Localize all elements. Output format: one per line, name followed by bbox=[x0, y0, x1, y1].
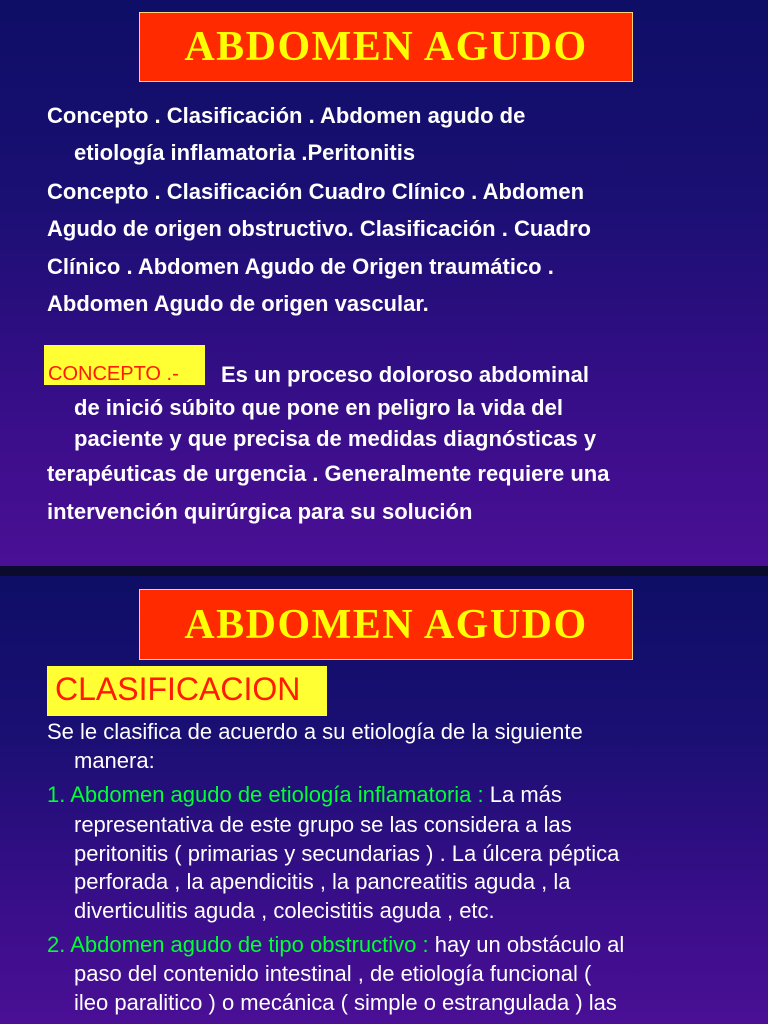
concept-line-5: intervención quirúrgica para su solución bbox=[47, 499, 473, 524]
item-2-line-2: paso del contenido intestinal , de etiología funcional ( bbox=[74, 961, 592, 986]
slide-2-title-box bbox=[139, 589, 633, 660]
slide-2-title: ABDOMEN AGUDO bbox=[184, 601, 588, 648]
item-1-first-line bbox=[47, 782, 562, 808]
clasif-intro-line-2: manera: bbox=[74, 748, 155, 773]
item-1-line-5: diverticulitis aguda , colecistitis aguda , etc. bbox=[74, 898, 495, 923]
item-1-first-line-rest: La más bbox=[483, 782, 562, 807]
slide-2 bbox=[0, 576, 768, 1024]
clasificacion-label: CLASIFICACION bbox=[55, 671, 301, 707]
intro-line-6: Abdomen Agudo de origen vascular. bbox=[47, 291, 429, 316]
item-2-first-line bbox=[47, 932, 624, 958]
concept-line-4: terapéuticas de urgencia . Generalmente requiere una bbox=[47, 461, 610, 486]
item-1-heading: 1. Abdomen agudo de etiología inflamatoria : bbox=[47, 782, 484, 807]
concept-label: CONCEPTO .- bbox=[48, 363, 179, 385]
intro-line-5: Clínico . Abdomen Agudo de Origen traumático . bbox=[47, 254, 554, 279]
item-1-line-4: perforada , la apendicitis , la pancreatitis aguda , la bbox=[74, 869, 571, 894]
item-1-line-2: representativa de este grupo se las considera a las bbox=[74, 812, 572, 837]
concept-line-3: paciente y que precisa de medidas diagnósticas y bbox=[74, 426, 597, 451]
slide-1-title-box bbox=[139, 12, 633, 82]
slide-separator bbox=[0, 566, 768, 576]
item-2-line-3: ileo paralitico ) o mecánica ( simple o estrangulada ) las bbox=[74, 990, 617, 1015]
item-2-first-line-rest: hay un obstáculo al bbox=[428, 932, 625, 957]
item-1-line-3: peritonitis ( primarias y secundarias ) . La úlcera péptica bbox=[74, 841, 620, 866]
concept-line-2: de inició súbito que pone en peligro la vida del bbox=[74, 395, 563, 420]
item-2-heading: 2. Abdomen agudo de tipo obstructivo : bbox=[47, 932, 429, 957]
intro-line-4: Agudo de origen obstructivo. Clasificación . Cuadro bbox=[47, 216, 591, 241]
intro-line-3: Concepto . Clasificación Cuadro Clínico . Abdomen bbox=[47, 179, 585, 204]
intro-line-2: etiología inflamatoria .Peritonitis bbox=[74, 140, 416, 165]
slide-1-title: ABDOMEN AGUDO bbox=[184, 24, 588, 70]
clasif-intro-line-1: Se le clasifica de acuerdo a su etiología de la siguiente bbox=[47, 719, 583, 744]
concept-line-1: Es un proceso doloroso abdominal bbox=[221, 362, 589, 387]
intro-line-1: Concepto . Clasificación . Abdomen agudo de bbox=[47, 103, 526, 128]
